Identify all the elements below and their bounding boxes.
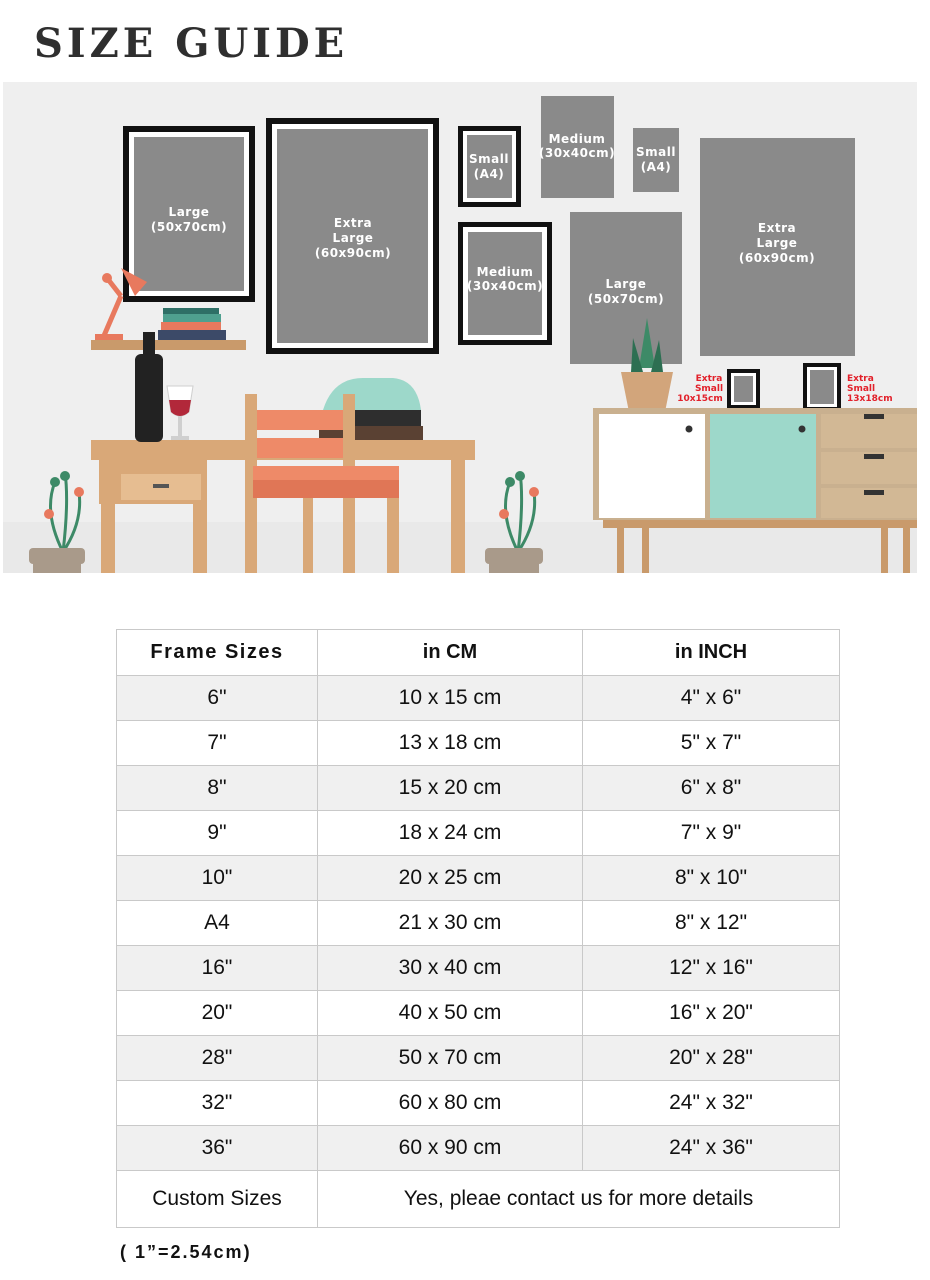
cell-frame-size: 6" xyxy=(117,676,318,721)
cell-frame-size: 7" xyxy=(117,721,318,766)
frame-label: Small xyxy=(469,152,509,166)
xs-label: Small xyxy=(847,384,876,394)
page-title: SIZE GUIDE xyxy=(34,20,349,67)
frame-label: (30x40cm) xyxy=(466,279,544,293)
cell-frame-size: 20" xyxy=(117,991,318,1036)
frame-label: Medium xyxy=(548,132,606,146)
table-row xyxy=(117,676,840,721)
cell-inch: 16" x 20" xyxy=(583,991,840,1036)
frame-medium-2 xyxy=(458,222,552,345)
header-in-inch: in INCH xyxy=(583,630,840,676)
frame-large-1 xyxy=(123,126,255,302)
cell-cm: 30 x 40 cm xyxy=(318,946,583,991)
cell-inch: 12" x 16" xyxy=(583,946,840,991)
size-table xyxy=(116,629,840,1228)
frame-label: (60x90cm) xyxy=(738,251,816,265)
frame-label: Extra xyxy=(757,221,797,235)
cell-frame-size: 28" xyxy=(117,1036,318,1081)
table-row xyxy=(117,1081,840,1126)
cell-cm: 18 x 24 cm xyxy=(318,811,583,856)
cell-cm: 20 x 25 cm xyxy=(318,856,583,901)
cell-cm: 10 x 15 cm xyxy=(318,676,583,721)
frame-label: Extra xyxy=(333,216,373,230)
cell-cm: 21 x 30 cm xyxy=(318,901,583,946)
frame-label: Large xyxy=(605,277,647,291)
cell-inch: 8" x 10" xyxy=(583,856,840,901)
frame-label: Large xyxy=(332,231,374,245)
table-row xyxy=(117,1126,840,1171)
frame-label: (50x70cm) xyxy=(587,292,665,306)
table-row xyxy=(117,1036,840,1081)
frame-small-1 xyxy=(458,126,521,207)
cell-frame-size: 32" xyxy=(117,1081,318,1126)
cell-inch: 6" x 8" xyxy=(583,766,840,811)
cell-frame-size: 36" xyxy=(117,1126,318,1171)
frame-large-2 xyxy=(570,212,682,364)
cell-inch: 20" x 28" xyxy=(583,1036,840,1081)
table-row xyxy=(117,721,840,766)
cell-custom-label: Custom Sizes xyxy=(117,1171,318,1228)
frame-label: Medium xyxy=(476,265,534,279)
table-row xyxy=(117,766,840,811)
table-header-row xyxy=(117,630,840,676)
frame-label: Large xyxy=(168,205,210,219)
frame-medium-1 xyxy=(539,96,615,198)
frame-label: (A4) xyxy=(473,167,505,181)
cell-cm: 40 x 50 cm xyxy=(318,991,583,1036)
cell-frame-size: 9" xyxy=(117,811,318,856)
cell-inch: 24" x 36" xyxy=(583,1126,840,1171)
cell-cm: 60 x 90 cm xyxy=(318,1126,583,1171)
header-in-cm: in CM xyxy=(318,630,583,676)
frame-label: (60x90cm) xyxy=(314,246,392,260)
cell-cm: 60 x 80 cm xyxy=(318,1081,583,1126)
cell-inch: 8" x 12" xyxy=(583,901,840,946)
xs-label: 10x15cm xyxy=(677,394,723,404)
frame-label: Large xyxy=(756,236,798,250)
frame-label: (A4) xyxy=(640,160,672,174)
cell-cm: 13 x 18 cm xyxy=(318,721,583,766)
table-row xyxy=(117,901,840,946)
cell-inch: 24" x 32" xyxy=(583,1081,840,1126)
conversion-note: ( 1”=2.54cm) xyxy=(120,1242,252,1262)
cell-frame-size: 16" xyxy=(117,946,318,991)
table-row xyxy=(117,811,840,856)
frame-extra-large-1 xyxy=(266,118,439,354)
xs-label: 13x18cm xyxy=(847,394,893,404)
frame-label: Small xyxy=(636,145,676,159)
frame-label: (30x40cm) xyxy=(538,146,616,160)
xs-label: Extra xyxy=(695,374,723,384)
cell-cm: 15 x 20 cm xyxy=(318,766,583,811)
cell-cm: 50 x 70 cm xyxy=(318,1036,583,1081)
frame-extra-large-2 xyxy=(700,138,855,356)
table-row-custom xyxy=(117,1171,840,1228)
cell-inch: 4" x 6" xyxy=(583,676,840,721)
cell-frame-size: 10" xyxy=(117,856,318,901)
cell-frame-size: A4 xyxy=(117,901,318,946)
table-row xyxy=(117,946,840,991)
table-row xyxy=(117,991,840,1036)
xs-label: Extra xyxy=(847,374,874,384)
cell-frame-size: 8" xyxy=(117,766,318,811)
header-frame-sizes: Frame Sizes xyxy=(117,630,318,676)
table-row xyxy=(117,856,840,901)
cell-inch: 5" x 7" xyxy=(583,721,840,766)
frame-label: (50x70cm) xyxy=(150,220,228,234)
cell-inch: 7" x 9" xyxy=(583,811,840,856)
xs-label: Small xyxy=(694,384,724,394)
cell-custom-value: Yes, pleae contact us for more details xyxy=(318,1171,840,1228)
frame-small-2 xyxy=(633,128,679,192)
room-illustration xyxy=(3,82,917,573)
